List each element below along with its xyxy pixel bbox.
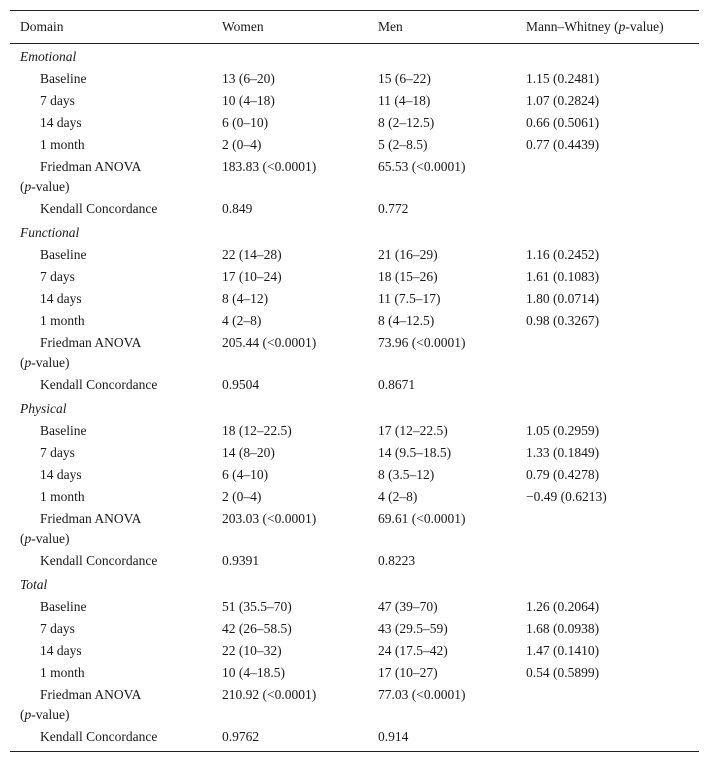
mann-whitney-value: 1.80 (0.0714) (526, 291, 600, 306)
mann-whitney-value: 1.33 (0.1849) (526, 445, 600, 460)
women-value: 8 (4–12) (222, 291, 269, 306)
kendall-empty (516, 374, 699, 396)
row-label: 1 month (40, 313, 85, 328)
kendall-empty (516, 198, 699, 220)
row-label: Baseline (40, 247, 87, 262)
table-row (10, 68, 699, 90)
anova-empty (516, 332, 699, 374)
anova-men: 65.53 (<0.0001) (378, 159, 466, 174)
section-title: Emotional (20, 49, 77, 64)
anova-label: Friedman ANOVA (p-value) (20, 159, 142, 194)
table-row (10, 112, 699, 134)
row-label: 7 days (40, 269, 75, 284)
mann-whitney-value: 1.16 (0.2452) (526, 247, 600, 262)
kendall-women: 0.9391 (222, 553, 260, 568)
table-row (10, 244, 699, 266)
table-row (10, 596, 699, 618)
anova-women: 203.03 (<0.0001) (222, 511, 317, 526)
header-mann-whitney: Mann–Whitney (p-value) (516, 11, 699, 44)
women-value: 6 (0–10) (222, 115, 269, 130)
section-title: Total (20, 577, 48, 592)
row-label: 1 month (40, 665, 85, 680)
section-title: Physical (20, 401, 67, 416)
kendall-women: 0.9504 (222, 377, 260, 392)
mann-whitney-value: 0.66 (0.5061) (526, 115, 600, 130)
women-value: 14 (8–20) (222, 445, 275, 460)
mann-whitney-value: 0.77 (0.4439) (526, 137, 600, 152)
kendall-label: Kendall Concordance (40, 201, 158, 216)
kendall-row (10, 198, 699, 220)
men-value: 17 (12–22.5) (378, 423, 448, 438)
mann-whitney-value: 0.98 (0.3267) (526, 313, 600, 328)
anova-women: 183.83 (<0.0001) (222, 159, 317, 174)
men-value: 8 (3.5–12) (378, 467, 435, 482)
kendall-women: 0.849 (222, 201, 253, 216)
men-value: 8 (4–12.5) (378, 313, 435, 328)
section-row-physical (10, 396, 699, 420)
anova-men: 69.61 (<0.0001) (378, 511, 466, 526)
kendall-label: Kendall Concordance (10, 726, 212, 752)
table-row (10, 486, 699, 508)
women-value: 10 (4–18) (222, 93, 275, 108)
kendall-label: Kendall Concordance (40, 377, 158, 392)
table-row (10, 464, 699, 486)
mann-whitney-value: 1.47 (0.1410) (526, 643, 600, 658)
men-value: 47 (39–70) (378, 599, 438, 614)
row-label: 14 days (40, 467, 82, 482)
section-row-total (10, 572, 699, 596)
women-value: 2 (0–4) (222, 489, 262, 504)
mann-whitney-value: 1.07 (0.2824) (526, 93, 600, 108)
kendall-men: 0.914 (368, 726, 516, 752)
men-value: 21 (16–29) (378, 247, 438, 262)
mann-whitney-value: 1.15 (0.2481) (526, 71, 600, 86)
anova-row (10, 684, 699, 726)
mann-whitney-value: 1.05 (0.2959) (526, 423, 600, 438)
row-label: 1 month (40, 137, 85, 152)
header-domain: Domain (10, 11, 212, 44)
kendall-row (10, 726, 699, 752)
mann-whitney-value: 0.79 (0.4278) (526, 467, 600, 482)
men-value: 17 (10–27) (378, 665, 438, 680)
mann-whitney-value: −0.49 (0.6213) (526, 489, 607, 504)
women-value: 22 (14–28) (222, 247, 282, 262)
men-value: 5 (2–8.5) (378, 137, 428, 152)
women-value: 10 (4–18.5) (222, 665, 285, 680)
section-row-emotional (10, 44, 699, 69)
women-value: 6 (4–10) (222, 467, 269, 482)
table-row (10, 442, 699, 464)
table-row (10, 662, 699, 684)
results-table (10, 10, 699, 752)
table-row (10, 420, 699, 442)
women-value: 51 (35.5–70) (222, 599, 292, 614)
table-body (10, 44, 699, 752)
kendall-empty (516, 550, 699, 572)
anova-label: Friedman ANOVA (p-value) (20, 511, 142, 546)
women-value: 2 (0–4) (222, 137, 262, 152)
mann-whitney-value: 0.54 (0.5899) (526, 665, 600, 680)
anova-women: 210.92 (<0.0001) (222, 687, 317, 702)
men-value: 11 (4–18) (378, 93, 431, 108)
anova-empty (516, 508, 699, 550)
header-women: Women (212, 11, 368, 44)
header-row (10, 11, 699, 44)
anova-empty (516, 684, 699, 726)
table-row (10, 618, 699, 640)
row-label: Baseline (40, 423, 87, 438)
row-label: 14 days (40, 115, 82, 130)
table-row (10, 310, 699, 332)
kendall-row (10, 374, 699, 396)
mann-whitney-value: 1.61 (0.1083) (526, 269, 600, 284)
table-row (10, 266, 699, 288)
row-label: 14 days (40, 291, 82, 306)
men-value: 14 (9.5–18.5) (378, 445, 452, 460)
anova-empty (516, 156, 699, 198)
anova-row (10, 156, 699, 198)
kendall-label: Kendall Concordance (40, 553, 158, 568)
women-value: 18 (12–22.5) (222, 423, 292, 438)
kendall-men: 0.8671 (378, 377, 416, 392)
section-row-functional (10, 220, 699, 244)
table-row (10, 288, 699, 310)
anova-label: Friedman ANOVA (p-value) (20, 335, 142, 370)
men-value: 11 (7.5–17) (378, 291, 441, 306)
kendall-women: 0.9762 (212, 726, 368, 752)
anova-row (10, 508, 699, 550)
header-men: Men (368, 11, 516, 44)
women-value: 42 (26–58.5) (222, 621, 292, 636)
row-label: 7 days (40, 93, 75, 108)
men-value: 24 (17.5–42) (378, 643, 448, 658)
kendall-empty (516, 726, 699, 752)
anova-label: Friedman ANOVA (p-value) (20, 687, 142, 722)
women-value: 13 (6–20) (222, 71, 275, 86)
kendall-men: 0.772 (378, 201, 409, 216)
section-title: Functional (20, 225, 80, 240)
kendall-row (10, 550, 699, 572)
mann-whitney-value: 1.68 (0.0938) (526, 621, 600, 636)
row-label: Baseline (40, 599, 87, 614)
row-label: 7 days (40, 445, 75, 460)
anova-men: 77.03 (<0.0001) (378, 687, 466, 702)
row-label: 7 days (40, 621, 75, 636)
table-row (10, 134, 699, 156)
women-value: 17 (10–24) (222, 269, 282, 284)
row-label: 14 days (40, 643, 82, 658)
row-label: Baseline (40, 71, 87, 86)
table-row (10, 640, 699, 662)
kendall-men: 0.8223 (378, 553, 416, 568)
table-row (10, 90, 699, 112)
women-value: 4 (2–8) (222, 313, 262, 328)
anova-row (10, 332, 699, 374)
women-value: 22 (10–32) (222, 643, 282, 658)
men-value: 8 (2–12.5) (378, 115, 435, 130)
mann-whitney-value: 1.26 (0.2064) (526, 599, 600, 614)
men-value: 43 (29.5–59) (378, 621, 448, 636)
men-value: 15 (6–22) (378, 71, 431, 86)
men-value: 4 (2–8) (378, 489, 418, 504)
anova-women: 205.44 (<0.0001) (222, 335, 317, 350)
row-label: 1 month (40, 489, 85, 504)
men-value: 18 (15–26) (378, 269, 438, 284)
anova-men: 73.96 (<0.0001) (378, 335, 466, 350)
